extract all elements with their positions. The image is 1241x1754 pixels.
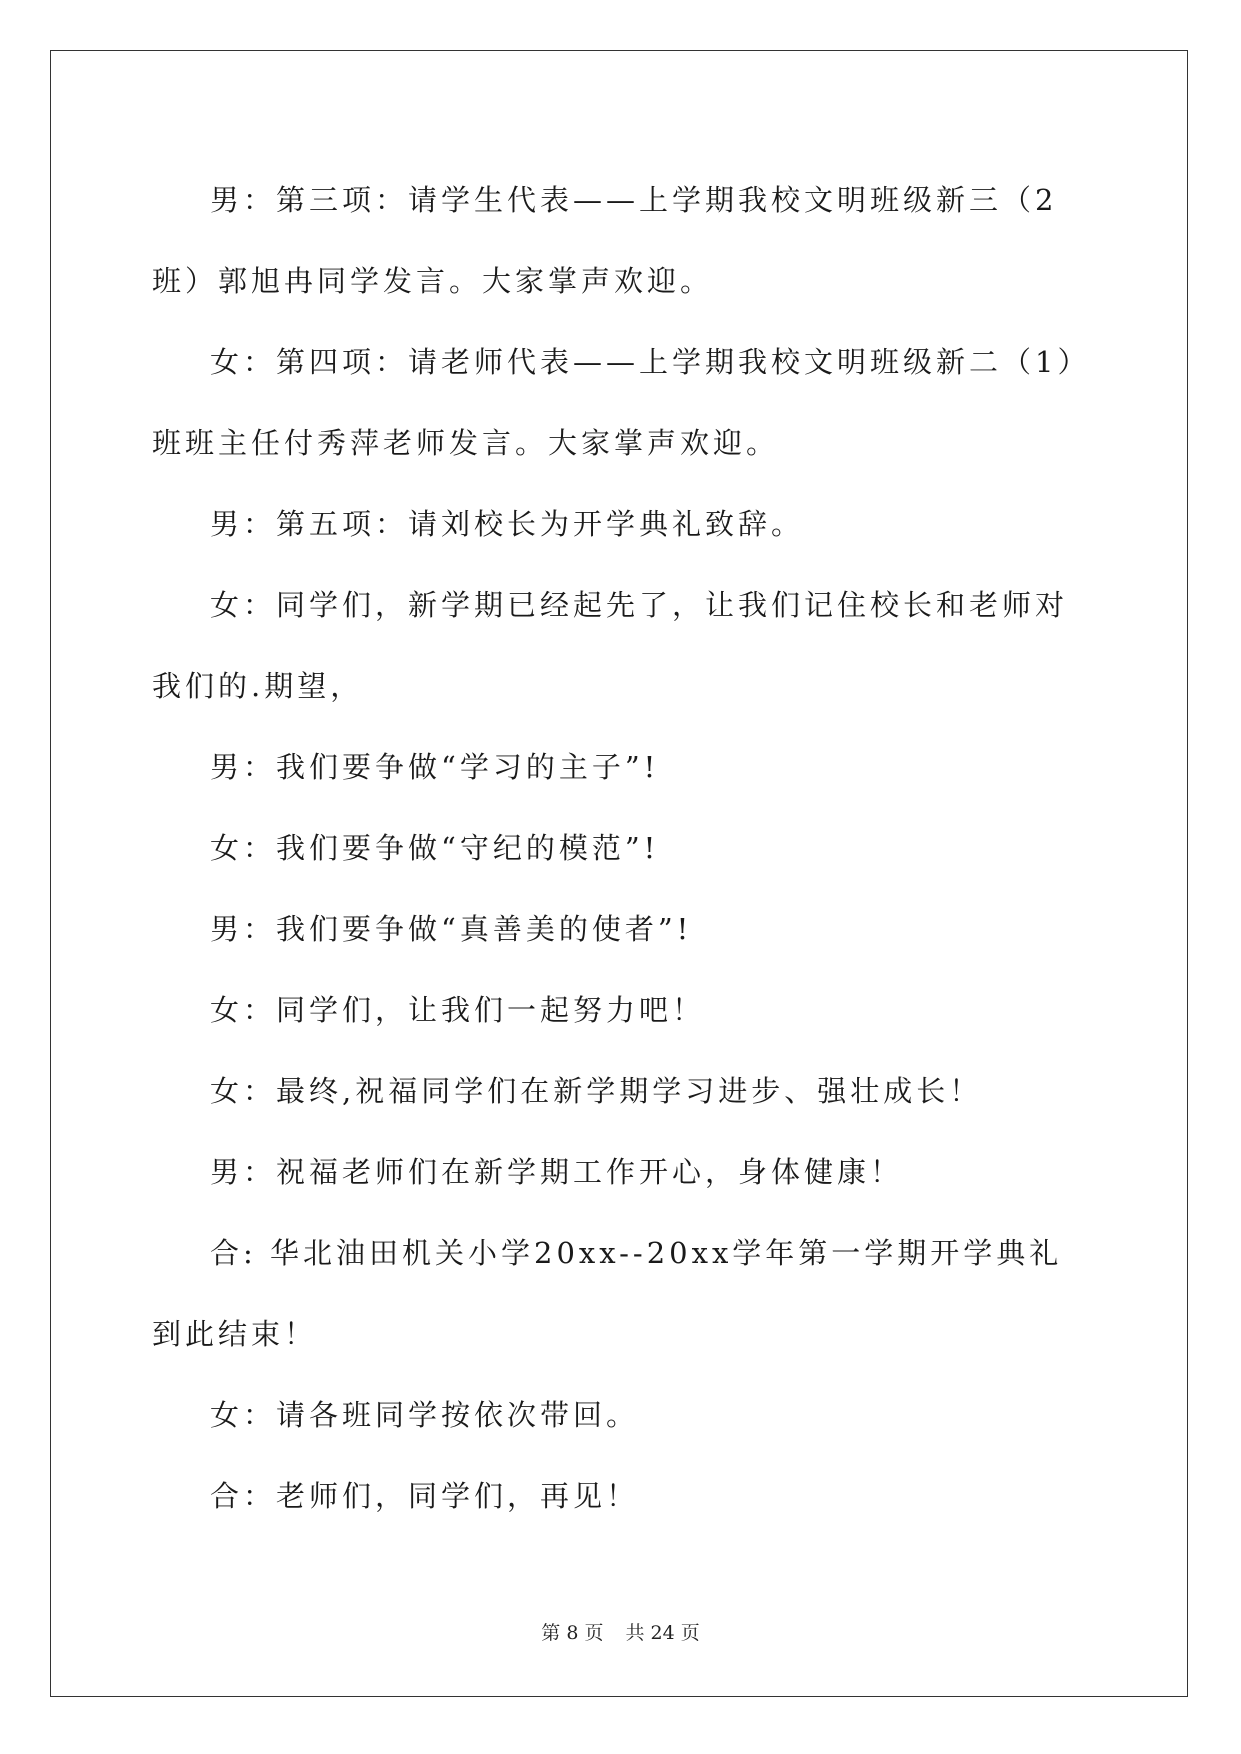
paragraph: 女：最终,祝福同学们在新学期学习进步、强壮成长！ [210, 1074, 983, 1108]
paragraph: 合：老师们，同学们，再见！ [210, 1479, 640, 1513]
page-total: 共 24 页 [625, 1622, 700, 1644]
page-number: 第 8 页 [541, 1622, 604, 1644]
paragraph: 男：第三项：请学生代表——上学期我校文明班级新三（2班）郭旭冉同学发言。大家掌声欢迎。 [152, 183, 1058, 298]
paragraph: 女：同学们，让我们一起努力吧！ [210, 993, 706, 1027]
paragraph: 男：我们要争做“学习的主子”! [210, 750, 660, 784]
paragraph: 女：同学们，新学期已经起先了，让我们记住校长和老师对我们的.期望， [152, 588, 1069, 703]
paragraph: 合: 华北油田机关小学20xx--20xx学年第一学期开学典礼到此结束！ [152, 1236, 1063, 1351]
paragraph: 男：祝福老师们在新学期工作开心，身体健康！ [210, 1155, 904, 1189]
document-body [152, 160, 1092, 1537]
paragraph: 男：第五项：请刘校长为开学典礼致辞。 [210, 507, 805, 541]
paragraph: 女：我们要争做“守纪的模范”! [210, 831, 660, 865]
paragraph: 男：我们要争做“真善美的使者”! [210, 912, 693, 946]
paragraph: 女：第四项：请老师代表——上学期我校文明班级新二（1）班班主任付秀萍老师发言。大家掌声欢迎。 [152, 345, 1091, 460]
paragraph: 女：请各班同学按依次带回。 [210, 1398, 640, 1432]
page-footer [0, 1618, 1241, 1645]
